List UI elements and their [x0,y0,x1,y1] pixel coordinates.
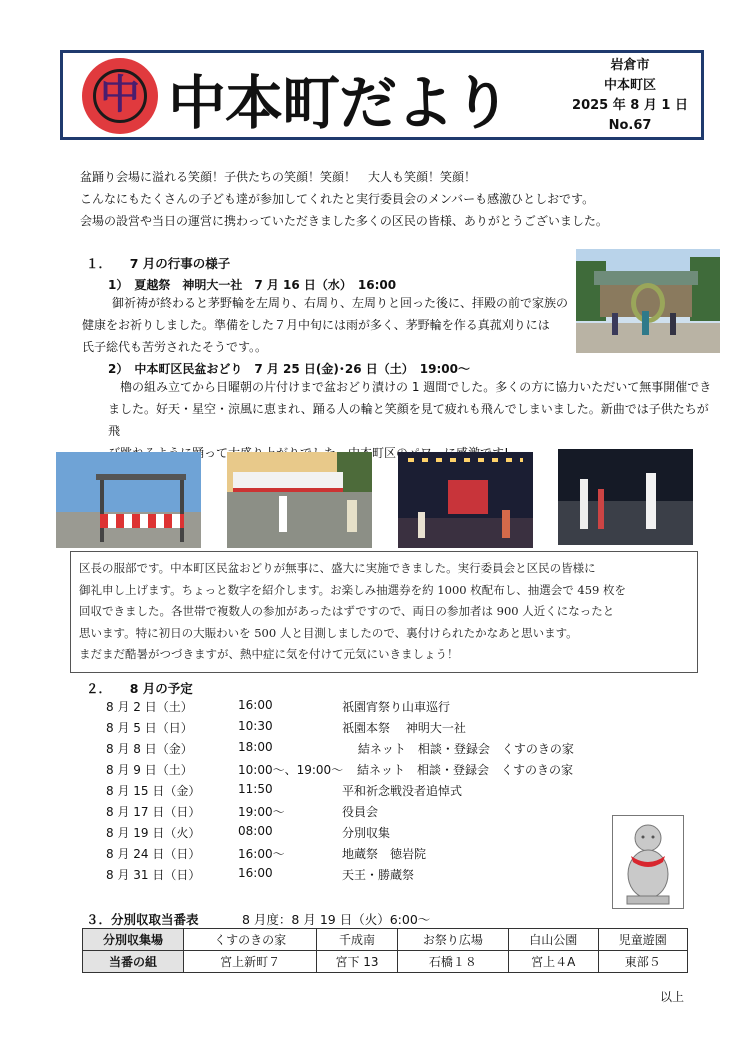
intro-line: 盆踊り会場に溢れる笑顔！子供たちの笑顔！笑顔！ 大人も笑顔！笑顔！ [80,170,477,184]
row-label: 当番の組 [83,951,184,973]
schedule-event: 結ネット 相談・登録会 くすのきの家 [357,763,574,777]
event1-line: 健康をお祈りしました。準備をした７月中旬には雨が多く、茅野輪を作る真菰刈りには [82,318,550,332]
schedule-time: 18:00 [238,740,273,754]
message-line: 区長の服部です。中本町区民盆おどりが無事に、盛大に実施できました。実行委員会と区民の皆様に [79,561,596,575]
table-row [83,951,688,973]
duty-date-note: 8 月度：8 月 19 日（火）6:00～ [242,912,431,927]
schedule-time: 08:00 [238,824,273,838]
event1-line: 氏子総代も苦労されたそうです。。 [82,340,268,354]
event2-line: 櫓の組み立てから日曜朝の片付けまで盆おどり漬けの 1 週間でした。多くの方に協力いただいて無事開催でき [120,380,712,394]
schedule-date: 8 月 15 日（金） [106,784,201,798]
schedule-time: 10:00～、19:00～ [238,763,344,777]
message-line: まだまだ酷暑がつづきますが、熱中症に気を付けて元気にいきましょう！ [79,647,459,661]
jizo-illustration [612,815,684,909]
table-cell: 宮下 13 [317,951,397,973]
schedule-date: 8 月 2 日（土） [106,700,193,714]
schedule-event: 結ネット 相談・登録会 くすのきの家 [342,742,574,756]
message-line: 御礼申し上げます。ちょっと数字を紹介します。お楽しみ抽選券を約 1000 枚配布し、抽選会で 459 枚を [79,582,626,597]
table-cell: 石橋１８ [397,951,508,973]
table-row [83,929,688,951]
schedule-date: 8 月 17 日（日） [106,805,201,819]
jizo-statue-icon [613,816,683,908]
schedule-event: 天王・勝蔵祭 [342,868,415,882]
table-cell: 白山公園 [509,929,598,951]
intro-line: 会場の設営や当日の運営に携わっていただきました多くの区民の皆様、ありがとうございました。 [80,214,608,228]
table-cell: 千成南 [317,929,397,951]
event2-line: ました。好天・星空・涼風に恵まれ、踊る人の輪と笑顔を見て疲れも飛んでしまいました。新曲では子供たちが飛 [108,402,709,438]
schedule-date: 8 月 9 日（土） [106,763,193,777]
table-cell: 宮上４A [509,951,598,973]
section1-heading: １． 7 月の行事の様子 [86,256,231,271]
logo-mark: 中 [100,72,140,118]
table-cell: 東部５ [598,951,687,973]
issue-number: No.67 [608,118,652,133]
schedule-time: 10:30 [238,719,273,733]
intro-line: こんなにもたくさんの子ども達が参加してくれたと実行委員会のメンバーも感激ひとしおです。 [80,192,595,206]
schedule-event: 平和祈念戦没者追悼式 [342,784,463,798]
schedule-date: 8 月 5 日（日） [106,721,193,735]
schedule-event: 地蔵祭 徳岩院 [342,847,427,861]
schedule-event: 分別収集 [342,826,391,840]
schedule-date: 8 月 8 日（金） [106,742,193,756]
duty-table [82,928,688,973]
schedule-event: 祇園宵祭り山車巡行 [342,700,451,714]
city: 岩倉市 [610,58,650,73]
section3-heading: ３．分別収取当番表 [86,912,199,927]
table-cell: 宮上新町７ [184,951,317,973]
schedule-date: 8 月 24 日（日） [106,847,201,861]
schedule-date: 8 月 31 日（日） [106,868,201,882]
event1-line: 御祈祷が終わると茅野輪を左周り、右周り、左周りと回った後に、拝殿の前で家族の [112,296,569,310]
message-line: 回収できました。各世帯で複数人の参加があったはずですので、両日の参加者は 900 人近くになったと [79,604,615,618]
row-label: 分別収集場 [83,929,184,951]
table-cell: 児童遊園 [598,929,687,951]
section2-heading: ２． 8 月の予定 [86,681,193,696]
schedule-event: 役員会 [342,805,379,819]
schedule-time: 16:00～ [238,847,285,861]
table-cell: くすのきの家 [184,929,317,951]
table-cell: お祭り広場 [397,929,508,951]
schedule-event: 祇園本祭 神明大一社 [342,721,466,735]
schedule-time: 16:00 [238,698,273,712]
issue-date: 2025 年 8 月 1 日 [572,98,688,113]
schedule-date: 8 月 19 日（火） [106,826,201,840]
message-line: 思います。特に初日の大賑わいを 500 人と目測しましたので、裏付けられたかなあと思います。 [79,625,578,640]
event1-heading: 1） 夏越祭 神明大一社 7 月 16 日（水） 16:00 [108,278,397,292]
schedule-time: 19:00～ [238,805,285,819]
schedule-time: 11:50 [238,782,273,796]
schedule-time: 16:00 [238,866,273,880]
district: 中本町区 [603,78,656,93]
event2-heading: 2） 中本町区民盆おどり 7 月 25 日(金)･26 日（土） 19:00～ [108,362,470,376]
closing-text: 以上 [660,990,685,1004]
newsletter-title: 中本町だより [168,69,511,137]
